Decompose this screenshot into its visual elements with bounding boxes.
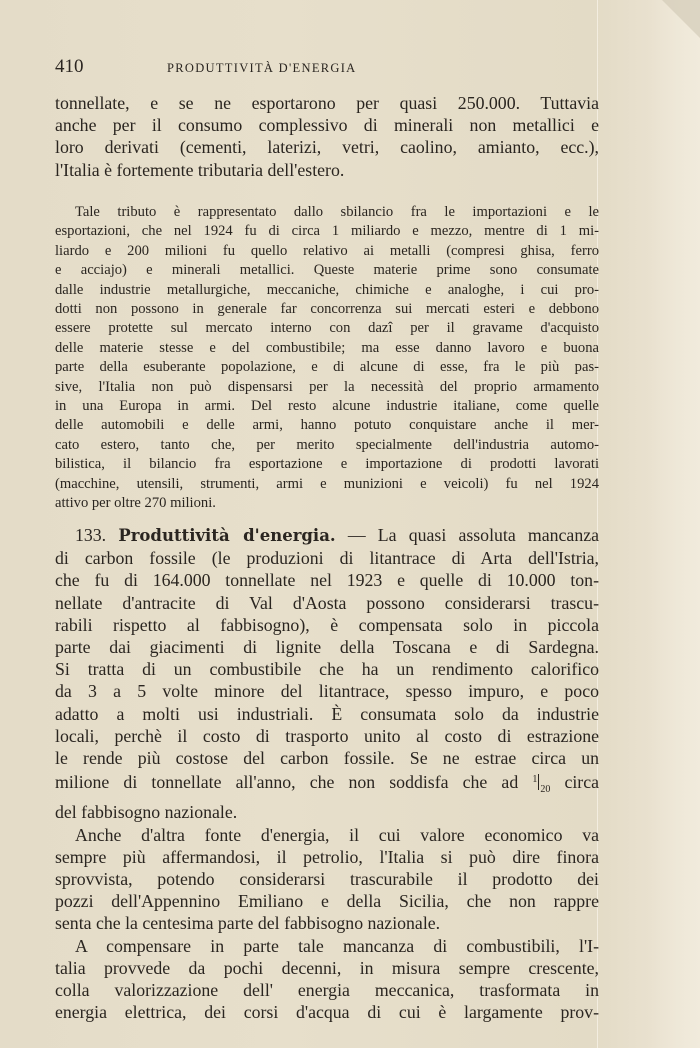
note-paragraph [55,203,599,514]
text-line: l'Italia è fortemente tributaria dell'estero. [55,159,345,180]
underlying-page-edge [650,0,700,1048]
text-line: Si tratta di un combustibile che ha un rendimento calorifico [55,659,599,680]
fraction-line-before: milione di tonnellate all'anno, che non soddisfa che ad [55,772,519,793]
text-line: rabili rispetto al fabbisogno), è compensata solo in piccola [55,614,599,635]
note-line: dotti non possono in generale far concorrenza sui mercati esteri e debbono [55,301,599,318]
section-title: Produttività d'energia. [118,526,336,545]
page-header [55,56,600,82]
note-line: delle automobili e delle armi, hanno potuto conquistare anche il mer- [55,417,599,434]
note-line: delle materie stesse e del combustibile; ma esse danno lavoro e buona [55,339,599,356]
text-line: nellate d'antracite di Val d'Aosta possono considerarsi trascu- [55,592,599,613]
text-line: anche per il consumo complessivo di minerali non metallici e [55,115,599,136]
note-line: Tale tributo è rappresentato dallo sbilancio fra le importazioni e le [75,204,599,220]
text-line: tonnellate, e se ne esportarono per quasi 250.000. Tuttavia [55,93,599,113]
note-line: sive, l'Italia non può dispensarsi per la necessità del proprio armamento [55,378,599,395]
text-line: energia elettrica, dei corsi d'acqua di cui è largamente prov- [55,1002,599,1023]
running-title: PRODUTTIVITÀ D'ENERGIA [167,61,357,75]
note-line: dalle industrie metallurgiche, meccaniche, chimiche e analoghe, i cui pro- [55,281,599,298]
text-line: del fabbisogno nazionale. [55,802,238,823]
section-heading-line [55,524,599,547]
text-line-fraction [55,769,599,801]
text-line: le rende più costose del carbon fossile. Se ne estrae circa un [55,748,599,769]
fraction-line-after: circa [564,772,600,793]
corner-fold [662,0,700,38]
text-line: da 3 a 5 volte minore del litantrace, spesso impuro, e poco [55,681,599,702]
fraction-denominator: 20 [540,784,551,796]
text-line: senta che la centesima parte del fabbisogno nazionale. [55,913,441,934]
text-line: talia provvede da pochi decenni, in misura sempre crescente, [55,957,599,978]
text-line: parte dai giacimenti di lignite della Toscana e di Sardegna. [55,637,599,658]
text-line: adatto a molti usi industriali. È consumata solo da industrie [55,703,599,724]
note-line: in una Europa in armi. Del resto alcune industrie italiane, come quelle [55,398,599,415]
text-line: loro derivati (cementi, laterizi, vetri, caolino, amianto, ecc.), [55,137,599,158]
text-line: colla valorizzazione dell' energia meccanica, trasformata in [55,980,599,1001]
note-line: essere protette sul mercato interno con dazî per il gravame d'acquisto [55,320,599,337]
section-first-line: — La quasi assoluta mancanza [347,525,599,545]
note-line: attivo per oltre 270 milioni. [55,495,216,512]
note-line: e acciajo) e minerali metallici. Queste materie prime sono consumate [55,262,599,279]
text-line: A compensare in parte tale mancanza di combustibili, l'I- [75,935,599,956]
text-line: sempre più affermandosi, il petrolio, l'Italia si può dire finora [55,846,599,867]
note-line: liardo e 200 milioni fu quello relativo ai metalli (compresi ghisa, ferro [55,242,599,259]
section-133 [55,524,599,1023]
note-line: esportazioni, che nel 1924 fu di circa 1 miliardo e mezzo, mentre di 1 mi- [55,223,599,240]
text-line: locali, perchè il costo di trasporto unito al costo di estrazione [55,725,599,746]
fraction-numerator: 1 [532,774,538,786]
paragraph-continuation [55,92,599,181]
section-number: 133. [75,525,107,545]
note-line: parte della esuberante popolazione, e di alcune di esse, fra le più pas- [55,359,599,376]
note-line: bilistica, il bilancio fra esportazione e importazione di prodotti lavorati [55,456,599,473]
page-number: 410 [55,56,84,77]
fraction [532,772,551,796]
text-line: di carbon fossile (le produzioni di litantrace di Arta dell'Istria, [55,548,599,569]
text-line: Anche d'altra fonte d'energia, il cui valore economico va [75,824,599,845]
text-line: sprovvista, potendo considerarsi trascurabile il prodotto dei [55,869,599,890]
note-line: (macchine, utensili, strumenti, armi e munizioni e veicoli) fu nel 1924 [55,475,599,492]
text-line: pozzi dell'Appennino Emiliano e della Sicilia, che non rappre [55,891,599,912]
text-line: che fu di 164.000 tonnellate nel 1923 e quelle di 10.000 ton- [55,570,599,591]
note-line: cato estero, tanto che, per merito specialmente dell'industria automo- [55,436,599,453]
